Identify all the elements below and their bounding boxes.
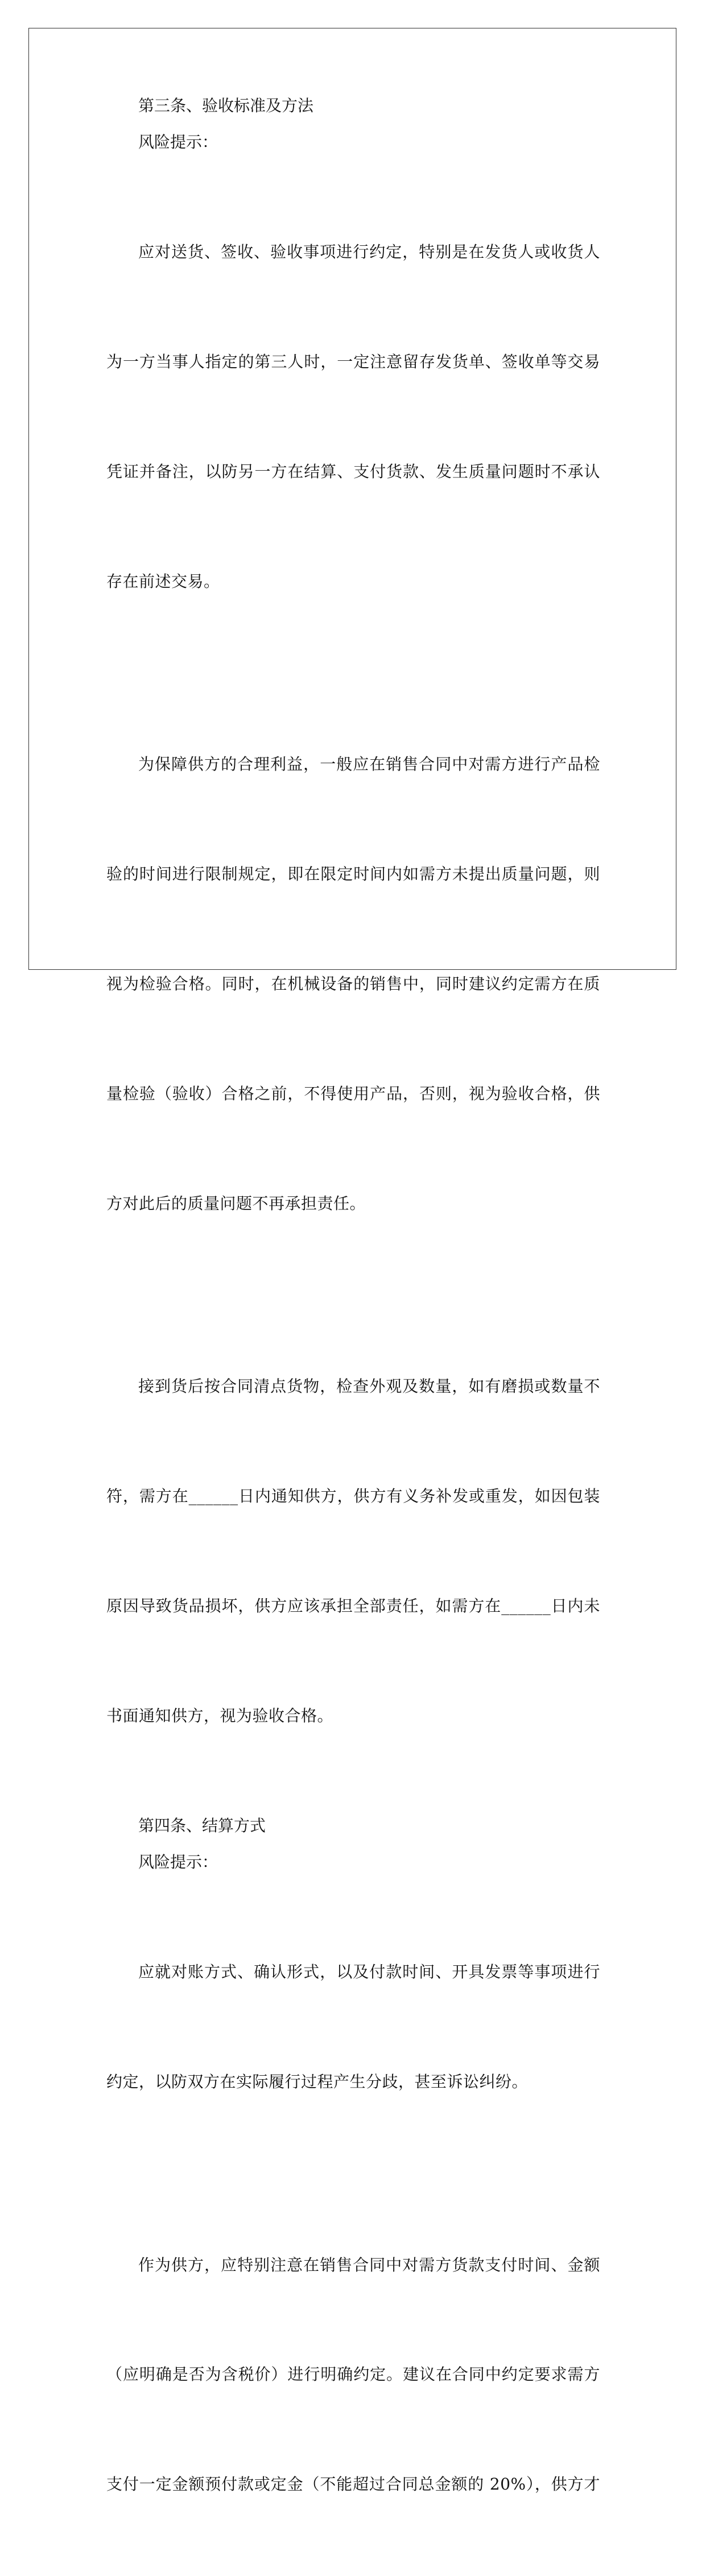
document-body xyxy=(106,88,600,2576)
paragraph-line: 应对送货、签收、验收事项进行约定，特别是在发货人或收货人 xyxy=(138,242,600,262)
paragraph-delivery xyxy=(106,161,600,673)
paragraph-line: 应就对账方式、确认形式，以及付款时间、开具发票等事项进行 xyxy=(138,1962,600,1982)
risk-label: 风险提示： xyxy=(138,1853,218,1872)
paragraph-line: 方对此后的质量问题不再承担责任。 xyxy=(106,1194,366,1213)
article-4-heading: 第四条、结算方式 xyxy=(138,1816,266,1835)
paragraph-line: 支付一定金额预付款或定金（不能超过合同总金额的 20%），供方才 xyxy=(106,2475,600,2494)
paragraph-payment-terms xyxy=(106,2174,600,2576)
paragraph-line: 为一方当事人指定的第三人时，一定注意留存发货单、签收单等交易 xyxy=(106,352,600,372)
paragraph-line: 书面通知供方，视为验收合格。 xyxy=(106,1706,334,1726)
paragraph-settlement xyxy=(106,1881,600,2174)
paragraph-line: 符，需方在______日内通知供方，供方有义务补发或重发，如因包装 xyxy=(106,1487,600,1506)
paragraph-line: 视为检验合格。同时，在机械设备的销售中，同时建议约定需方在质 xyxy=(106,974,600,994)
paragraph-line: 约定，以防双方在实际履行过程产生分歧，甚至诉讼纠纷。 xyxy=(106,2072,529,2092)
paragraph-line: 接到货后按合同清点货物，检查外观及数量，如有磨损或数量不 xyxy=(138,1377,600,1396)
article-3-heading: 第三条、验收标准及方法 xyxy=(138,96,314,115)
paragraph-line: 验的时间进行限制规定，即在限定时间内如需方未提出质量问题，则 xyxy=(106,865,600,884)
paragraph-line: 原因导致货品损坏，供方应该承担全部责任，如需方在______日内未 xyxy=(106,1596,600,1616)
paragraph-line: （应明确是否为含税价）进行明确约定。建议在合同中约定要求需方 xyxy=(106,2365,600,2384)
paragraph-line: 量检验（验收）合格之前，不得使用产品，否则，视为验收合格，供 xyxy=(106,1084,600,1104)
paragraph-receipt-check xyxy=(106,1295,600,1808)
paragraph-line: 作为供方，应特别注意在销售合同中对需方货款支付时间、金额 xyxy=(138,2255,600,2274)
risk-label: 风险提示： xyxy=(138,133,218,152)
paragraph-inspection-time xyxy=(106,673,600,1295)
paragraph-line: 为保障供方的合理利益，一般应在销售合同中对需方进行产品检 xyxy=(138,755,600,774)
paragraph-line: 存在前述交易。 xyxy=(106,571,220,591)
paragraph-line: 凭证并备注，以防另一方在结算、支付货款、发生质量问题时不承认 xyxy=(106,462,600,481)
